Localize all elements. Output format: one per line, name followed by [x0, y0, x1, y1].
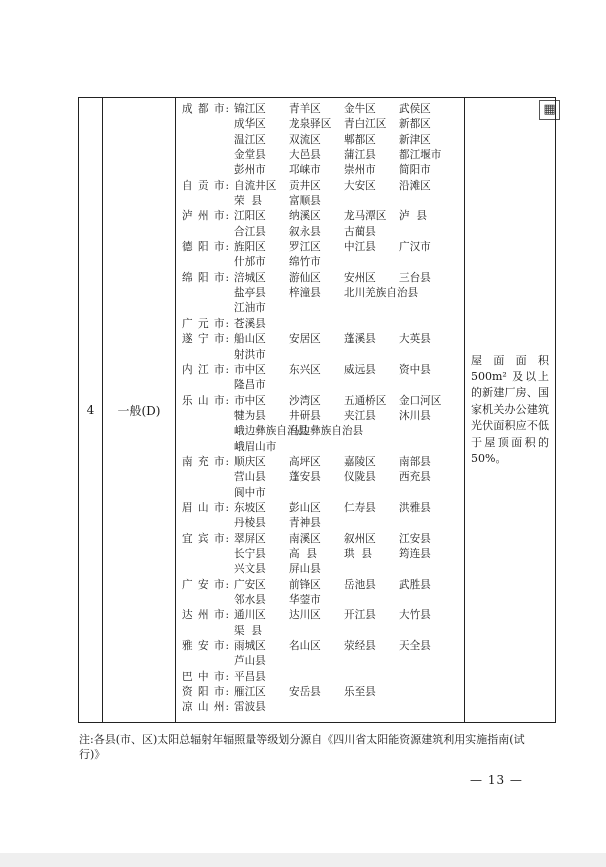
area-row: [182, 301, 464, 316]
county-name: 五通桥区: [344, 394, 387, 407]
area-row: [182, 194, 464, 209]
area-row: [182, 409, 464, 424]
county-name: 锦江区: [234, 103, 266, 115]
county-name: 金口河区: [399, 394, 442, 407]
area-row: [182, 700, 464, 715]
county-name: 兴文县: [234, 563, 266, 576]
county-name: 夹江县: [344, 409, 376, 422]
county-name: 郫都区: [344, 133, 376, 146]
area-row: [182, 547, 464, 562]
city-label: 内 江 市:: [182, 363, 231, 376]
county-name: 洪雅县: [399, 501, 431, 514]
county-group: [234, 117, 464, 132]
county-name: 崇州市: [344, 164, 376, 177]
area-row: [182, 608, 464, 623]
county-name: 新津区: [399, 133, 431, 146]
county-group: [234, 394, 464, 409]
county-name: 古蔺县: [344, 225, 376, 238]
county-group: [234, 455, 464, 470]
area-row: [182, 516, 464, 531]
area-row: [182, 286, 464, 301]
county-name: 青白江区: [344, 118, 387, 131]
county-name: 纳溪区: [289, 210, 321, 223]
city-label: [182, 624, 234, 639]
area-row: [182, 532, 464, 547]
county-name: 沙湾区: [289, 394, 321, 407]
county-name: 隆昌市: [234, 379, 266, 392]
county-name: 射洪市: [234, 348, 266, 361]
city-label: [182, 409, 234, 424]
city-label: [182, 117, 234, 132]
county-name: 罗江区: [289, 241, 321, 254]
county-name: 资中县: [399, 363, 431, 376]
county-name: 彭州市: [234, 164, 266, 177]
county-group: [234, 700, 464, 715]
county-name: 青羊区: [289, 103, 321, 115]
county-group: [234, 133, 464, 148]
county-group: [234, 348, 464, 363]
county-group: [234, 670, 464, 685]
area-row: [182, 348, 464, 363]
area-row: [182, 148, 464, 163]
city-label: [182, 194, 234, 209]
county-name: 盐亭县: [234, 287, 266, 300]
county-name: 前锋区: [289, 578, 321, 591]
county-name: 天全县: [399, 640, 431, 653]
area-row: [182, 578, 464, 593]
area-row: [182, 163, 464, 178]
county-name: 市中区: [234, 394, 266, 407]
area-row: [182, 102, 464, 117]
county-group: [234, 148, 464, 163]
city-label: [182, 133, 234, 148]
area-list: [176, 98, 465, 723]
county-name: 温江区: [234, 133, 266, 146]
county-group: [234, 301, 464, 316]
county-name: 武胜县: [399, 578, 431, 591]
county-group: [234, 685, 464, 700]
county-name: 自流井区: [234, 179, 277, 192]
city-label: [182, 654, 234, 669]
county-name: 沿滩区: [399, 179, 431, 192]
county-group: [234, 624, 464, 639]
area-row: [182, 486, 464, 501]
county-group: [234, 163, 464, 178]
city-label: [182, 547, 234, 562]
county-name: 龙马潭区: [344, 210, 387, 223]
county-name: 乐至县: [344, 686, 376, 699]
city-label: [182, 286, 234, 301]
city-label: [182, 440, 234, 455]
county-name: 荣 县: [234, 195, 262, 208]
county-name: 峨眉山市: [234, 440, 277, 453]
city-label: 成 都 市:: [182, 103, 231, 115]
city-label: 宜 宾 市:: [182, 532, 231, 545]
city-label: [182, 301, 234, 316]
county-name: 金堂县: [234, 149, 266, 162]
county-name: 东兴区: [289, 363, 321, 376]
county-name: 船山区: [234, 333, 266, 346]
city-label: 遂 宁 市:: [182, 333, 231, 346]
city-label: [182, 378, 234, 393]
city-label: 南 充 市:: [182, 455, 231, 468]
county-name: 仪陇县: [344, 471, 376, 484]
county-name: 叙州区: [344, 532, 376, 545]
area-row: [182, 562, 464, 577]
county-group: [234, 654, 464, 669]
county-name: 涪城区: [234, 271, 266, 284]
area-row: [182, 593, 464, 608]
county-group: [234, 501, 464, 516]
county-name: 苍溪县: [234, 317, 266, 330]
area-row: [182, 378, 464, 393]
county-group: [234, 516, 464, 531]
grade-cell: 一般(D): [103, 98, 176, 723]
county-name: 长宁县: [234, 547, 266, 560]
county-name: 安岳县: [289, 686, 321, 699]
county-name: 珙 县: [344, 547, 372, 560]
table-row: [79, 98, 556, 723]
county-name: 大邑县: [289, 149, 321, 162]
county-group: [234, 486, 464, 501]
page-number: — 13 —: [470, 773, 523, 787]
city-label: 泸 州 市:: [182, 210, 231, 223]
city-label: [182, 593, 234, 608]
county-name: 丹棱县: [234, 517, 266, 530]
city-label: 雅 安 市:: [182, 640, 231, 653]
county-name: 雨城区: [234, 640, 266, 653]
county-name: 龙泉驿区: [289, 118, 332, 131]
table-footnote: 注:各县(市、区)太阳总辐射年辐照量等级划分源自《四川省太阳能资源建筑利用实施指南(试行)》: [79, 733, 525, 761]
county-name: 游仙区: [289, 271, 321, 284]
county-name: 雷波县: [234, 701, 266, 714]
county-name: 江安县: [399, 532, 431, 545]
city-label: [182, 470, 234, 485]
city-label: 巴 中 市:: [182, 670, 231, 683]
area-row: [182, 363, 464, 378]
county-group: [234, 639, 464, 654]
county-name: 江油市: [234, 302, 266, 315]
county-name: 筠连县: [399, 547, 431, 560]
county-name: 阆中市: [234, 486, 266, 499]
city-label: [182, 255, 234, 270]
county-name: 新都区: [399, 118, 431, 131]
county-name: 大安区: [344, 179, 376, 192]
county-name: 什邡市: [234, 256, 266, 269]
county-name: 蒲江县: [344, 149, 376, 162]
county-group: [234, 255, 464, 270]
county-name: 江阳区: [234, 210, 266, 223]
county-name: 邛崃市: [289, 164, 321, 177]
county-name: 彭山区: [289, 501, 321, 514]
city-label: 达 州 市:: [182, 609, 231, 622]
county-name: 峨边彝族自治县: [234, 425, 309, 438]
county-group: [234, 332, 464, 347]
county-group: [234, 102, 464, 117]
city-label: 广 安 市:: [182, 578, 231, 591]
county-name: 金牛区: [344, 103, 376, 115]
area-row: [182, 470, 464, 485]
county-name: 马边彝族自治县: [289, 425, 364, 438]
county-name: 芦山县: [234, 655, 266, 668]
area-row: [182, 240, 464, 255]
county-group: [234, 271, 464, 286]
county-name: 北川羌族自治县: [344, 287, 419, 300]
county-name: 屏山县: [289, 563, 321, 576]
county-name: 简阳市: [399, 164, 431, 177]
county-name: 市中区: [234, 363, 266, 376]
county-group: [234, 608, 464, 623]
county-name: 富顺县: [289, 195, 321, 208]
county-name: 翠屏区: [234, 532, 266, 545]
county-name: 雁江区: [234, 686, 266, 699]
county-name: 顺庆区: [234, 455, 266, 468]
county-group: [234, 470, 464, 485]
county-group: [234, 593, 464, 608]
county-name: 高坪区: [289, 455, 321, 468]
county-name: 名山区: [289, 640, 321, 653]
city-label: [182, 562, 234, 577]
area-row: [182, 117, 464, 132]
county-name: 中江县: [344, 241, 376, 254]
county-group: [234, 547, 464, 562]
county-name: 三台县: [399, 271, 431, 284]
county-name: 东坡区: [234, 501, 266, 514]
county-group: [234, 209, 464, 224]
city-label: 乐 山 市:: [182, 394, 231, 407]
area-row: [182, 255, 464, 270]
area-row: [182, 332, 464, 347]
city-label: [182, 148, 234, 163]
area-row: [182, 501, 464, 516]
county-name: 蓬溪县: [344, 333, 376, 346]
county-name: 大英县: [399, 333, 431, 346]
city-label: [182, 424, 234, 439]
county-name: 井研县: [289, 409, 321, 422]
area-row: [182, 394, 464, 409]
county-name: 岳池县: [344, 578, 376, 591]
page-bottom-strip: [0, 853, 606, 867]
county-group: [234, 409, 464, 424]
county-name: 南溪区: [289, 532, 321, 545]
county-group: [234, 532, 464, 547]
county-name: 沐川县: [399, 409, 431, 422]
county-group: [234, 578, 464, 593]
city-label: [182, 486, 234, 501]
area-row: [182, 317, 464, 332]
area-row: [182, 424, 464, 439]
county-name: 开江县: [344, 609, 376, 622]
area-row: [182, 225, 464, 240]
city-label: 自 贡 市:: [182, 179, 231, 192]
city-label: [182, 348, 234, 363]
county-name: 华蓥市: [289, 594, 321, 606]
county-name: 都江堰市: [399, 149, 442, 162]
county-group: [234, 440, 464, 455]
county-name: 双流区: [289, 133, 321, 146]
county-name: 广安区: [234, 578, 266, 591]
county-name: 南部县: [399, 455, 431, 468]
city-label: 绵 阳 市:: [182, 271, 231, 284]
city-label: [182, 163, 234, 178]
city-label: 广 元 市:: [182, 317, 231, 330]
county-name: 广汉市: [399, 241, 431, 254]
county-name: 蓬安县: [289, 471, 321, 484]
row-number: 4: [79, 98, 103, 723]
area-row: [182, 624, 464, 639]
county-group: [234, 562, 464, 577]
county-name: 大竹县: [399, 609, 431, 622]
city-label: 德 阳 市:: [182, 241, 231, 254]
area-row: [182, 670, 464, 685]
county-group: [234, 194, 464, 209]
county-name: 平昌县: [234, 670, 266, 683]
requirement-cell: 屋面面积500m² 及以上的新建厂房、国家机关办公建筑光伏面积应不低于屋顶面积的50%。: [465, 98, 556, 723]
county-name: 合江县: [234, 225, 266, 238]
area-row: [182, 271, 464, 286]
area-row: [182, 179, 464, 194]
county-name: 仁寿县: [344, 501, 376, 514]
county-name: 泸 县: [399, 210, 427, 223]
county-name: 通川区: [234, 609, 266, 622]
county-name: 渠 县: [234, 624, 262, 637]
area-row: [182, 639, 464, 654]
county-name: 嘉陵区: [344, 455, 376, 468]
county-name: 安州区: [344, 271, 376, 284]
area-row: [182, 455, 464, 470]
county-name: 梓潼县: [289, 287, 321, 300]
solar-requirement-table: [78, 97, 556, 723]
table-grid-icon[interactable]: ▦: [539, 100, 560, 120]
county-name: 营山县: [234, 471, 266, 484]
county-group: [234, 240, 464, 255]
county-name: 西充县: [399, 471, 431, 484]
county-name: 贡井区: [289, 179, 321, 192]
county-group: [234, 286, 464, 301]
area-row: [182, 440, 464, 455]
area-row: [182, 133, 464, 148]
county-name: 青神县: [289, 517, 321, 530]
county-name: 成华区: [234, 118, 266, 131]
county-group: [234, 179, 464, 194]
county-name: 威远县: [344, 363, 376, 376]
area-row: [182, 685, 464, 700]
county-group: [234, 378, 464, 393]
area-row: [182, 654, 464, 669]
city-label: [182, 225, 234, 240]
county-name: 安居区: [289, 333, 321, 346]
county-name: 邻水县: [234, 594, 266, 606]
county-group: [234, 363, 464, 378]
county-group: [234, 225, 464, 240]
county-name: 叙永县: [289, 225, 321, 238]
county-name: 高 县: [289, 547, 317, 560]
county-group: [234, 424, 464, 439]
city-label: 眉 山 市:: [182, 501, 231, 514]
city-label: [182, 516, 234, 531]
county-name: 武侯区: [399, 103, 431, 115]
city-label: 凉 山 州:: [182, 701, 231, 714]
county-name: 旌阳区: [234, 241, 266, 254]
county-name: 荥经县: [344, 640, 376, 653]
county-group: [234, 317, 464, 332]
county-name: 犍为县: [234, 409, 266, 422]
county-name: 绵竹市: [289, 256, 321, 269]
area-row: [182, 209, 464, 224]
city-label: 资 阳 市:: [182, 686, 231, 699]
county-name: 达川区: [289, 609, 321, 622]
